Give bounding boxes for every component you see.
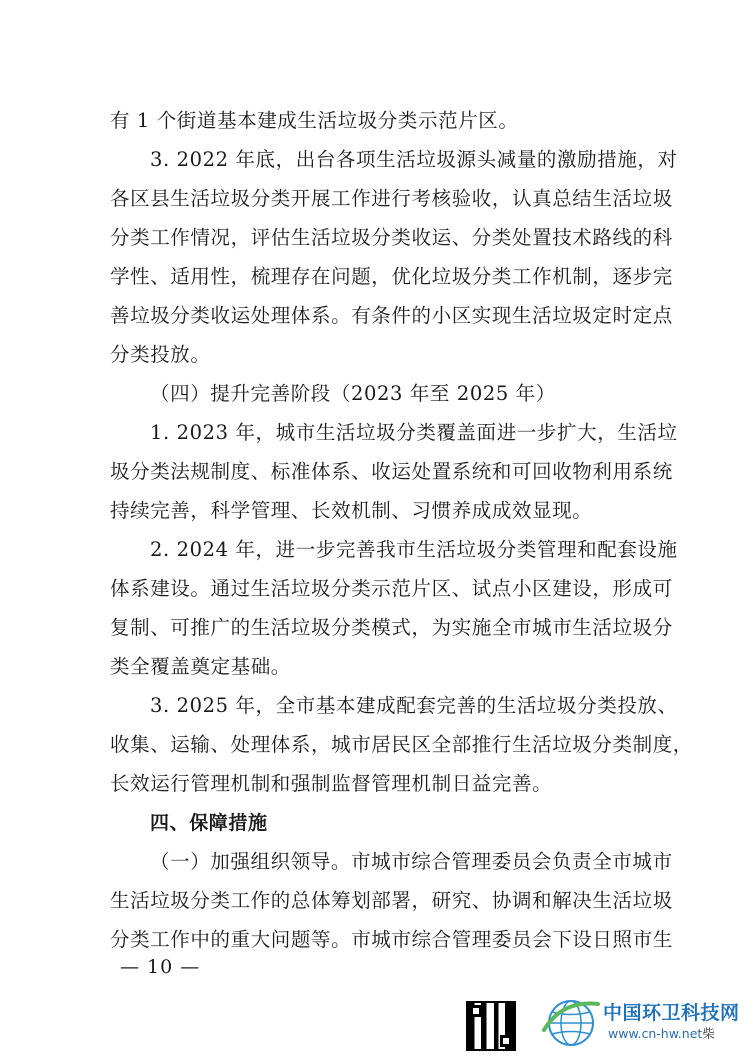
brand-url-tail: 柴 <box>702 1026 715 1041</box>
body-line: 分类投放。 <box>110 343 211 366</box>
brand-name: 中国环卫科技网 <box>603 1002 740 1024</box>
body-line: 长效运行管理机制和强制监督管理机制日益完善。 <box>110 772 553 795</box>
body-line: 2. 2024 年，进一步完善我市生活垃圾分类管理和配套设施 <box>150 538 678 561</box>
body-line: 收集、运输、处理体系，城市居民区全部推行生活垃圾分类制度， <box>110 733 693 756</box>
brand-url-text[interactable]: www.cn-hw.net <box>608 1026 703 1041</box>
chapter-heading: 四、保障措施 <box>150 812 268 834</box>
qr-code-icon <box>466 1001 516 1051</box>
body-line: 3. 2022 年底，出台各项生活垃圾源头减量的激励措施，对 <box>150 148 678 171</box>
body-line: 1. 2023 年，城市生活垃圾分类覆盖面进一步扩大，生活垃 <box>150 421 678 444</box>
body-line: 善垃圾分类收运处理体系。有条件的小区实现生活垃圾定时定点 <box>110 304 673 327</box>
section-heading: （四）提升完善阶段（2023 年至 2025 年） <box>150 382 556 405</box>
body-line: 持续完善，科学管理、长效机制、习惯养成成效显现。 <box>110 499 593 522</box>
body-line: 类全覆盖奠定基础。 <box>110 655 291 678</box>
body-line: 有 1 个街道基本建成生活垃圾分类示范片区。 <box>110 109 519 132</box>
body-line: 学性、适用性，梳理存在问题，优化垃圾分类工作机制，逐步完 <box>110 265 673 288</box>
body-line: 复制、可推广的生活垃圾分类模式，为实施全市城市生活垃圾分 <box>110 616 673 639</box>
body-line: 3. 2025 年，全市基本建成配套完善的生活垃圾分类投放、 <box>150 694 678 717</box>
body-line: 生活垃圾分类工作的总体筹划部署，研究、协调和解决生活垃圾 <box>110 889 673 912</box>
body-line: 各区县生活垃圾分类开展工作进行考核验收，认真总结生活垃圾 <box>110 187 673 210</box>
page-number: — 10 — <box>120 956 201 978</box>
globe-logo-icon <box>540 990 602 1052</box>
body-line: （一）加强组织领导。市城市综合管理委员会负责全市城市 <box>150 850 673 873</box>
body-line: 分类工作中的重大问题等。市城市综合管理委员会下设日照市生 <box>110 928 673 951</box>
brand-url[interactable] <box>608 1024 715 1042</box>
body-line: 圾分类法规制度、标准体系、收运处置系统和可回收物利用系统 <box>110 460 673 483</box>
body-line: 体系建设。通过生活垃圾分类示范片区、试点小区建设，形成可 <box>110 577 673 600</box>
body-line: 分类工作情况，评估生活垃圾分类收运、分类处置技术路线的科 <box>110 226 673 249</box>
